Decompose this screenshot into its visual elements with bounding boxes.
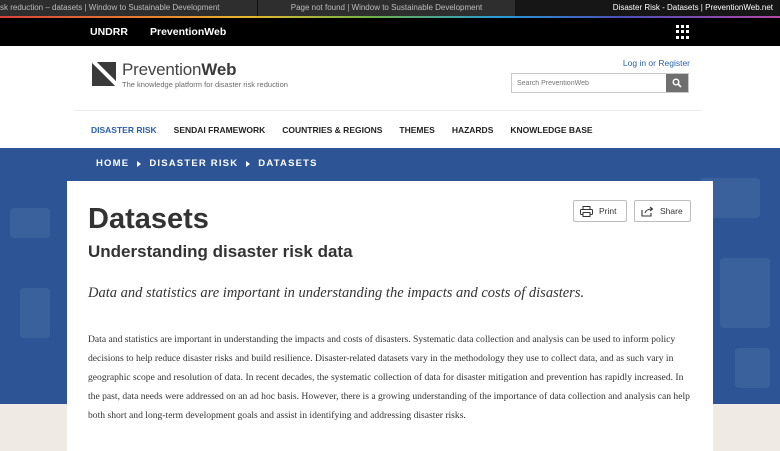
logo-wordmark[interactable] xyxy=(122,60,236,80)
share-button-label: Share xyxy=(660,206,683,216)
nav-item-knowledge-base[interactable]: KNOWLEDGE BASE xyxy=(510,125,593,135)
header-divider xyxy=(74,110,702,111)
logo-wordmark-bold: Web xyxy=(201,60,237,79)
breadcrumb xyxy=(96,158,318,169)
top-brand-bar xyxy=(0,18,780,46)
search-button[interactable] xyxy=(666,74,688,92)
preventionweb-logo-icon[interactable] xyxy=(92,62,116,86)
share-icon xyxy=(641,206,654,217)
breadcrumb-chevron-icon xyxy=(137,161,141,167)
content-card xyxy=(67,181,713,451)
lead-paragraph: Data and statistics are important in understanding the impacts and costs of disasters. xyxy=(88,285,585,301)
breadcrumb-disaster-risk[interactable]: DISASTER RISK xyxy=(149,158,239,169)
apps-grid-icon[interactable] xyxy=(676,25,690,39)
main-nav xyxy=(91,125,610,135)
browser-tab-bar xyxy=(0,0,780,17)
undrr-link[interactable]: UNDRR xyxy=(90,26,128,38)
nav-item-countries-regions[interactable]: COUNTRIES & REGIONS xyxy=(282,125,383,135)
search-box xyxy=(511,73,689,93)
search-icon xyxy=(672,78,682,88)
printer-icon xyxy=(580,206,593,217)
nav-item-themes[interactable]: THEMES xyxy=(399,125,435,135)
logo-tagline: The knowledge platform for disaster risk reduction xyxy=(122,80,288,89)
nav-item-disaster-risk[interactable]: DISASTER RISK xyxy=(91,125,157,135)
share-button[interactable] xyxy=(634,200,691,222)
body-paragraph: Data and statistics are important in understanding the impacts and costs of disasters. Systematic data collection and analysis can be used to inform policy decisions to help reduce disaster risks and build resilience. Disaster-related datasets vary in the methodology they use to collect data, and as such vary in geographic scope and resolution of data. In recent decades, the systematic collection of data for disaster mitigation and prevention has rapidly increased. In the past, data needs were addressed on an ad hoc basis. However, there is a growing understanding of the importance of data collection and analysis can help both short and long-term development goals and assist in identifying and addressing disaster risks. xyxy=(88,334,690,421)
print-button-label: Print xyxy=(599,206,617,216)
page-subtitle: Understanding disaster risk data xyxy=(88,242,353,261)
breadcrumb-home[interactable]: HOME xyxy=(96,158,130,169)
print-button[interactable] xyxy=(573,200,627,222)
login-register-link[interactable]: Log in or Register xyxy=(622,58,690,68)
preventionweb-link[interactable]: PreventionWeb xyxy=(150,26,227,38)
nav-item-sendai-framework[interactable]: SENDAI FRAMEWORK xyxy=(173,125,266,135)
browser-tab[interactable]: Page not found | Window to Sustainable Development xyxy=(258,0,516,17)
search-input[interactable] xyxy=(512,74,666,92)
logo-wordmark-light: Prevention xyxy=(122,60,202,79)
breadcrumb-datasets: DATASETS xyxy=(258,158,318,169)
breadcrumb-chevron-icon xyxy=(246,161,250,167)
nav-item-hazards[interactable]: HAZARDS xyxy=(451,125,494,135)
site-header xyxy=(0,46,780,148)
page-title: Datasets xyxy=(88,203,209,235)
browser-tab-active[interactable]: Disaster Risk - Datasets | PreventionWeb.net xyxy=(516,0,780,17)
browser-tab[interactable]: sk reduction – datasets | Window to Sustainable Development xyxy=(0,0,258,17)
